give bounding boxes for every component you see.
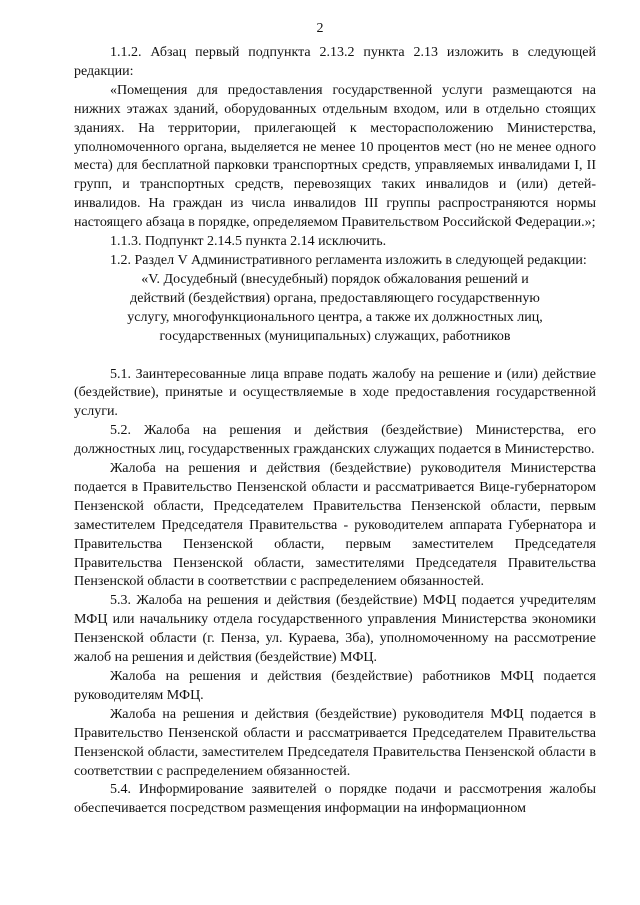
paragraph-complaint-mfc-head: Жалоба на решения и действия (бездействие) руководителя МФЦ подается в Правительство Пензенской области и рассматривается Председателем Правительства Пензенской области, заместителем Председателя Правительства Пензенской области в соответствии с распределением обязанностей. — [74, 706, 596, 779]
paragraph-complaint-ministry-head: Жалоба на решения и действия (бездействие) руководителя Министерства подается в Правительство Пензенской области и рассматривается Вице-губернатором Пензенской области, Председателем Правительства Пензенской области, первым заместителем Председателя Правительства - руководителем аппарата Губернатора и Правительства Пензенской области, первым заместителем Председателя Правительства Пензенской области, заместителями Председателя Правительства Пензенской области в соответствии с распределением обязанностей. — [74, 461, 596, 590]
paragraph-5-2: 5.2. Жалоба на решения и действия (бездействие) Министерства, его должностных лиц, государственных гражданских служащих подается в Министерство. — [74, 423, 596, 458]
paragraph-5-3: 5.3. Жалоба на решения и действия (бездействие) МФЦ подается учредителям МФЦ или начальнику отдела государственного управления Министерства экономики Пензенской области (г. Пенза, ул. Кураева, 3ба), уполномоченному на рассмотрение жалоб на решения и действия (бездействие) МФЦ. — [74, 593, 596, 666]
paragraph-5-1: 5.1. Заинтересованные лица вправе подать жалобу на решение и (или) действие (бездействие), принятые и осуществляемые в ходе предоставления государственной услуги. — [74, 366, 596, 420]
paragraph-5-4: 5.4. Информирование заявителей о порядке подачи и рассмотрения жалобы обеспечивается посредством размещения информации на информационном — [74, 782, 596, 817]
section-title: «V. Досудебный (внесудебный) порядок обжалования решений и действий (бездействия) органа, предоставляющего государственную услугу, многофункционального центра, а также их должностных лиц, государственных (муниципальных) служащих, работников — [127, 271, 543, 344]
paragraph-1-2: 1.2. Раздел V Административного регламента изложить в следующей редакции: — [110, 252, 587, 268]
paragraph-quote-premises: «Помещения для предоставления государственной услуги размещаются на нижних этажах зданий, оборудованных отдельным входом, или в отдельно стоящих зданиях. На территории, прилегающей к месторасположению Министерства, уполномоченного органа, выделяется не менее 10 процентов мест (но не менее одного места) для бесплатной парковки транспортных средств, управляемых инвалидами I, II групп, и транспортных средств, перевозящих таких инвалидов и (или) детей-инвалидов. На граждан из числа инвалидов III группы распространяются нормы настоящего абзаца в порядке, определяемом Правительством Российской Федерации.»; — [74, 82, 596, 231]
page-number: 2 — [316, 21, 324, 36]
paragraph-1-1-2: 1.1.2. Абзац первый подпункта 2.13.2 пункта 2.13 изложить в следующей редакции: — [74, 45, 596, 79]
paragraph-complaint-mfc-workers: Жалоба на решения и действия (бездействие) работников МФЦ подается руководителям МФЦ. — [74, 669, 596, 703]
document-body — [74, 44, 596, 819]
paragraph-1-1-3: 1.1.3. Подпункт 2.14.5 пункта 2.14 исключить. — [110, 234, 387, 250]
